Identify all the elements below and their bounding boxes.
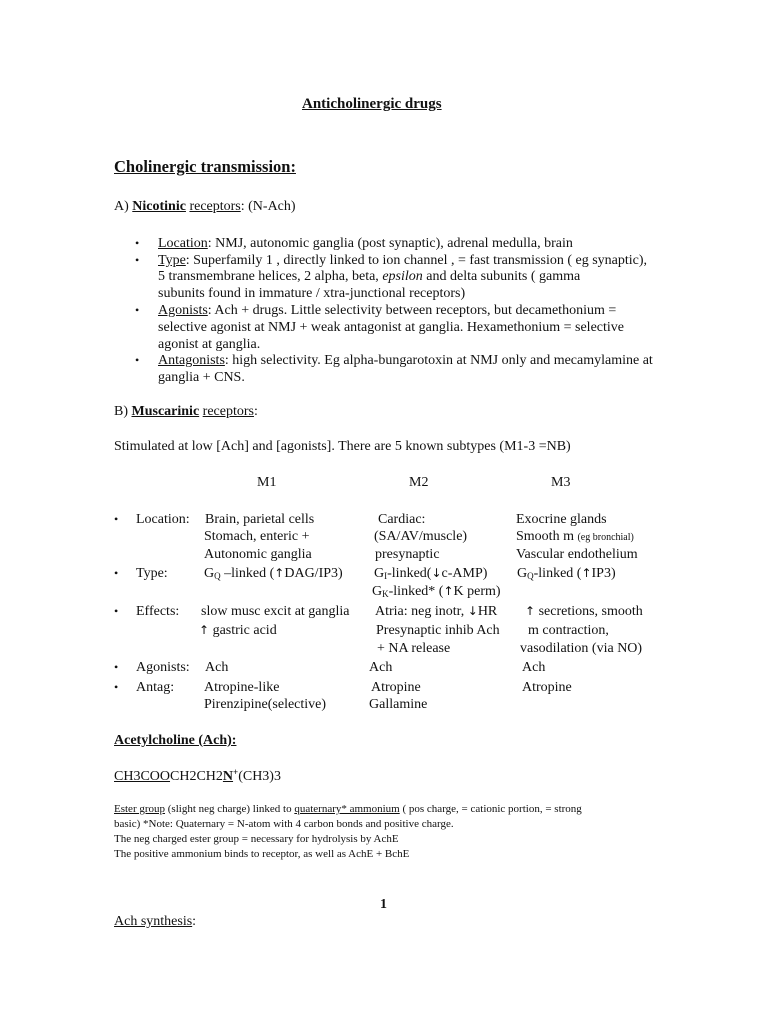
epsilon-text: epsilon [382, 269, 423, 284]
location-m3: Exocrine glands [516, 512, 607, 527]
bullet-dot: • [114, 512, 119, 526]
row-label-agonists: Agonists: [136, 660, 190, 675]
effects-text: Atria: neg inotr, [375, 604, 468, 619]
up-arrow-icon: ↑ [199, 623, 210, 637]
nicotinic-receptors: receptors [189, 199, 241, 214]
bullet-dot: • [114, 680, 119, 694]
type-text: K perm) [453, 584, 501, 599]
acetylcholine-formula [114, 768, 281, 785]
bullet-dot: • [135, 303, 140, 317]
bullet-label: Agonists [158, 303, 208, 318]
note-text: (slight neg charge) linked to [165, 803, 295, 815]
antag-m3: Atropine [522, 680, 572, 695]
formula-nitrogen: N [222, 769, 234, 784]
type-m2-second [372, 583, 501, 600]
nicotinic-heading [114, 198, 296, 215]
ach-synthesis-heading [114, 913, 196, 930]
acetylcholine-heading: Acetylcholine (Ach): [114, 733, 237, 748]
effects-text: secretions, smooth [535, 604, 643, 619]
bullet-agonists-line2: selective agonist at NMJ + weak antagonist at ganglia. Hexamethonium = selective [158, 320, 624, 335]
down-arrow-icon: ↓ [467, 604, 478, 618]
section-heading: Cholinergic transmission: [114, 157, 296, 176]
antag-m1: Pirenzipine(selective) [204, 697, 327, 712]
location-m2: (SA/AV/muscle) [374, 529, 468, 544]
row-label-type: Type: [136, 566, 168, 581]
page-number: 1 [380, 897, 387, 912]
column-header-m3: M3 [551, 475, 571, 490]
muscarinic-intro: Stimulated at low [Ach] and [agonists]. There are 5 known subtypes (M1-3 =NB) [114, 439, 571, 454]
bullet-text: : Superfamily 1 , directly linked to ion channel , = fast transmission ( eg synaptic), [185, 253, 648, 268]
bullet-text: and delta subunits ( gamma [422, 269, 581, 284]
g-protein-subscript: I [384, 571, 388, 581]
bullet-dot: • [114, 566, 119, 580]
muscarinic-receptors: receptors [202, 404, 254, 419]
agonist-m3: Ach [522, 660, 546, 675]
column-header-m2: M2 [409, 475, 429, 490]
type-m3 [517, 565, 616, 582]
muscarinic-suffix: : [253, 404, 258, 419]
up-arrow-icon: ↑ [581, 566, 592, 580]
g-protein-subscript: Q [527, 571, 534, 581]
bullet-dot: • [114, 604, 119, 618]
bullet-label: Antagonists [158, 353, 225, 368]
ester-group-label: Ester group [114, 803, 166, 815]
bullet-dot: • [135, 253, 140, 267]
muscarinic-name: Muscarinic [131, 404, 200, 419]
type-text: IP3) [591, 566, 616, 581]
antag-m2: Gallamine [369, 697, 428, 712]
effects-m1: slow musc excit at ganglia [201, 604, 350, 619]
bullet-antagonists-line2: ganglia + CNS. [158, 370, 245, 385]
bullet-type-line2 [158, 268, 580, 285]
antag-m1: Atropine-like [204, 680, 280, 695]
ach-synthesis-label: Ach synthesis [114, 914, 193, 929]
ach-note-line3: The neg charged ester group = necessary for hydrolysis by AchE [114, 833, 399, 845]
effects-m3: vasodilation (via NO) [520, 641, 643, 656]
type-m1 [204, 565, 343, 582]
effects-m3: m contraction, [528, 623, 609, 638]
g-protein: G [517, 566, 528, 581]
bullet-location [158, 235, 573, 252]
ach-note-line4: The positive ammonium binds to receptor, as well as AchE + BchE [114, 848, 410, 860]
location-m2: Cardiac: [378, 512, 426, 527]
agonist-m1: Ach [205, 660, 229, 675]
bullet-type-line3: subunits found in immature / xtra-junctional receptors) [158, 286, 466, 301]
effects-text: HR [477, 604, 498, 619]
antag-m2: Atropine [371, 680, 421, 695]
ach-note-line1 [114, 803, 582, 816]
g-protein: G [204, 566, 215, 581]
bullet-label: Location [158, 236, 208, 251]
effects-text: gastric acid [209, 623, 277, 638]
type-text: -linked ( [533, 566, 582, 581]
ach-synthesis-suffix: : [192, 914, 197, 929]
type-text: –linked ( [220, 566, 275, 581]
formula-end: (CH3)3 [238, 769, 281, 784]
effects-m2: Presynaptic inhib Ach [376, 623, 500, 638]
up-arrow-icon: ↑ [443, 584, 454, 598]
muscarinic-heading [114, 403, 258, 420]
document-title: Anticholinergic drugs [302, 96, 442, 112]
bullet-text: 5 transmembrane helices, 2 alpha, beta, [158, 269, 383, 284]
bullet-dot: • [135, 353, 140, 367]
row-label-location: Location: [136, 512, 190, 527]
effects-m2 [375, 603, 497, 620]
formula-middle: CH2CH2 [170, 769, 223, 784]
bullet-dot: • [114, 660, 119, 674]
location-m3-text: Smooth m [516, 529, 578, 544]
nicotinic-name: Nicotinic [132, 199, 186, 214]
g-protein-subscript: K [382, 589, 389, 599]
bullet-text: : high selectivity. Eg alpha-bungarotoxin at NMJ only and mecamylamine at [224, 353, 653, 368]
location-m1: Brain, parietal cells [205, 512, 315, 527]
column-header-m1: M1 [257, 475, 277, 490]
nicotinic-suffix: : (N-Ach) [240, 199, 296, 214]
bullet-dot: • [135, 236, 140, 250]
bullet-antagonists [158, 352, 653, 369]
muscarinic-prefix: B) [114, 404, 132, 419]
up-arrow-icon: ↑ [274, 566, 285, 580]
type-text: DAG/IP3) [284, 566, 343, 581]
location-m3-note: (eg bronchial) [577, 532, 634, 543]
g-protein: G [372, 584, 383, 599]
bullet-type [158, 252, 647, 269]
row-label-antag: Antag: [136, 680, 175, 695]
formula-ester-part: CH3COO [114, 769, 171, 784]
g-protein-subscript: Q [214, 571, 221, 581]
type-m2 [374, 565, 487, 582]
effects-m3 [525, 603, 643, 620]
nicotinic-prefix: A) [114, 199, 133, 214]
location-m3 [516, 528, 634, 546]
formula-charge: + [233, 767, 239, 777]
bullet-text: : NMJ, autonomic ganglia (post synaptic), adrenal medulla, brain [207, 236, 573, 251]
bullet-label: Type [158, 253, 186, 268]
location-m1: Stomach, enteric + [204, 529, 310, 544]
type-text: -linked( [387, 566, 432, 581]
location-m2: presynaptic [375, 547, 440, 562]
agonist-m2: Ach [369, 660, 393, 675]
note-text: ( pos charge, = cationic portion, = strong [399, 803, 582, 815]
down-arrow-icon: ↓ [431, 566, 442, 580]
bullet-agonists-line3: agonist at ganglia. [158, 337, 261, 352]
g-protein: G [374, 566, 385, 581]
bullet-agonists [158, 302, 616, 319]
bullet-text: : Ach + drugs. Little selectivity between receptors, but decamethonium = [207, 303, 617, 318]
up-arrow-icon: ↑ [525, 604, 536, 618]
ach-note-line2: basic) *Note: Quaternary = N-atom with 4 carbon bonds and positive charge. [114, 818, 454, 830]
location-m1: Autonomic ganglia [204, 547, 312, 562]
type-text: -linked* ( [388, 584, 444, 599]
row-label-effects: Effects: [136, 604, 180, 619]
location-m3: Vascular endothelium [516, 547, 638, 562]
type-text: c-AMP) [441, 566, 488, 581]
effects-m1 [199, 622, 277, 639]
quaternary-label: quaternary* ammonium [294, 803, 400, 815]
effects-m2: + NA release [377, 641, 451, 656]
